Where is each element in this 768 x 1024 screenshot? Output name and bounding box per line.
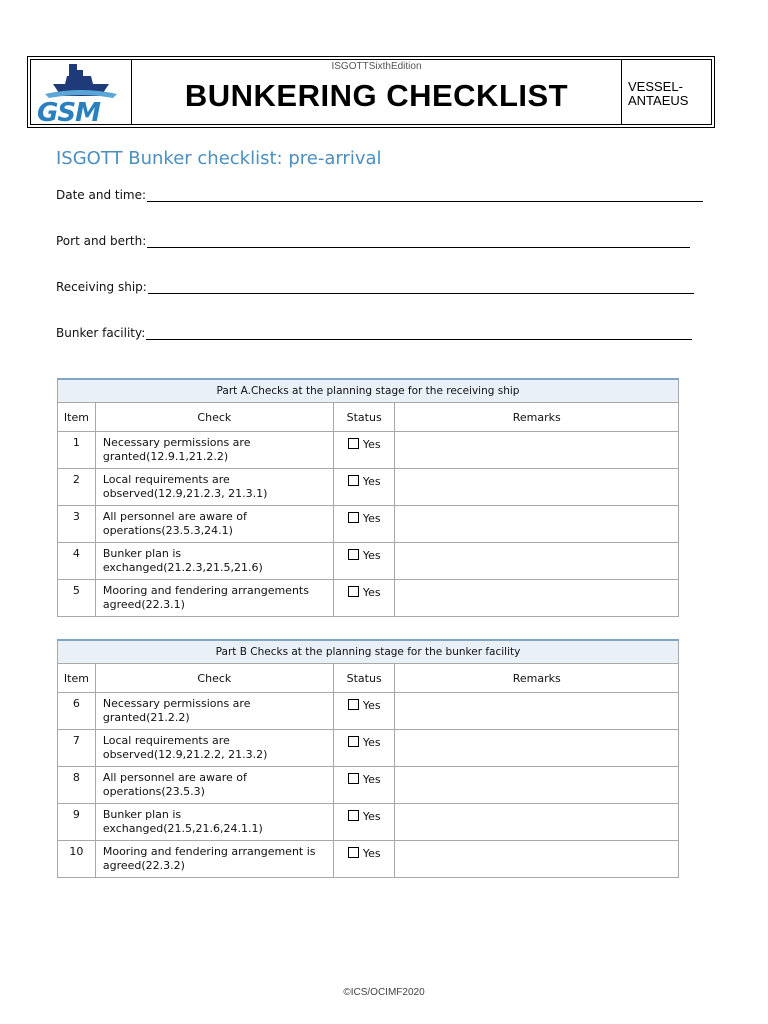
logo-text: GSM	[37, 98, 100, 128]
remarks-cell[interactable]	[395, 767, 679, 804]
yes-checkbox[interactable]: Yes	[333, 767, 395, 804]
edition-label: ISGOTTSixthEdition	[331, 61, 422, 72]
checkbox-icon[interactable]	[348, 475, 359, 486]
copyright-footer: ©ICS/OCIMF2020	[343, 987, 425, 998]
part-b-title: Part B Checks at the planning stage for the bunker facility	[58, 640, 679, 664]
col-item: Item	[58, 664, 96, 693]
remarks-cell[interactable]	[395, 543, 679, 580]
port-berth-field[interactable]: Port and berth:	[56, 234, 690, 248]
checkbox-icon[interactable]	[348, 847, 359, 858]
yes-checkbox[interactable]: Yes	[333, 693, 395, 730]
col-status: Status	[333, 664, 395, 693]
page-title: BUNKERING CHECKLIST	[184, 78, 569, 113]
remarks-cell[interactable]	[395, 841, 679, 878]
checkbox-icon[interactable]	[348, 699, 359, 710]
yes-checkbox[interactable]: Yes	[333, 804, 395, 841]
col-status: Status	[333, 403, 395, 432]
yes-checkbox[interactable]: Yes	[333, 543, 395, 580]
table-row: 8 All personnel are aware of operations(23.5.3) Yes	[58, 767, 679, 804]
remarks-cell[interactable]	[395, 693, 679, 730]
remarks-cell[interactable]	[395, 804, 679, 841]
table-row: 3 All personnel are aware of operations(23.5.3,24.1) Yes	[58, 506, 679, 543]
checkbox-icon[interactable]	[348, 549, 359, 560]
col-item: Item	[58, 403, 96, 432]
remarks-cell[interactable]	[395, 469, 679, 506]
checkbox-icon[interactable]	[348, 810, 359, 821]
yes-checkbox[interactable]: Yes	[333, 841, 395, 878]
col-remarks: Remarks	[395, 664, 679, 693]
bunker-facility-field[interactable]: Bunker facility:	[56, 326, 692, 340]
gsm-logo	[31, 60, 132, 128]
vessel-name: VESSEL- ANTAEUS	[628, 79, 689, 108]
remarks-cell[interactable]	[395, 506, 679, 543]
yes-checkbox[interactable]: Yes	[333, 469, 395, 506]
checkbox-icon[interactable]	[348, 512, 359, 523]
table-row: 9 Bunker plan is exchanged(21.5,21.6,24.1.1) Yes	[58, 804, 679, 841]
remarks-cell[interactable]	[395, 730, 679, 767]
date-time-field[interactable]: Date and time:	[56, 188, 703, 202]
table-row: 2 Local requirements are observed(12.9,21.2.3, 21.3.1) Yes	[58, 469, 679, 506]
table-row: 6 Necessary permissions are granted(21.2.2) Yes	[58, 693, 679, 730]
receiving-ship-field[interactable]: Receiving ship:	[56, 280, 694, 294]
part-b-table	[57, 639, 679, 878]
part-a-table	[57, 378, 679, 617]
table-row: 7 Local requirements are observed(12.9,21.2.2, 21.3.2) Yes	[58, 730, 679, 767]
checkbox-icon[interactable]	[348, 586, 359, 597]
checkbox-icon[interactable]	[348, 773, 359, 784]
header-box	[27, 56, 715, 128]
yes-checkbox[interactable]: Yes	[333, 432, 395, 469]
table-row: 5 Mooring and fendering arrangements agreed(22.3.1) Yes	[58, 580, 679, 617]
col-check: Check	[95, 664, 333, 693]
yes-checkbox[interactable]: Yes	[333, 580, 395, 617]
checkbox-icon[interactable]	[348, 736, 359, 747]
col-remarks: Remarks	[395, 403, 679, 432]
col-check: Check	[95, 403, 333, 432]
yes-checkbox[interactable]: Yes	[333, 730, 395, 767]
part-a-title: Part A.Checks at the planning stage for the receiving ship	[58, 379, 679, 403]
remarks-cell[interactable]	[395, 432, 679, 469]
table-row: 4 Bunker plan is exchanged(21.2.3,21.5,21.6) Yes	[58, 543, 679, 580]
yes-checkbox[interactable]: Yes	[333, 506, 395, 543]
remarks-cell[interactable]	[395, 580, 679, 617]
checkbox-icon[interactable]	[348, 438, 359, 449]
table-row: 1 Necessary permissions are granted(12.9.1,21.2.2) Yes	[58, 432, 679, 469]
table-row: 10 Mooring and fendering arrangement is agreed(22.3.2) Yes	[58, 841, 679, 878]
section-title: ISGOTT Bunker checklist: pre-arrival	[56, 148, 382, 169]
